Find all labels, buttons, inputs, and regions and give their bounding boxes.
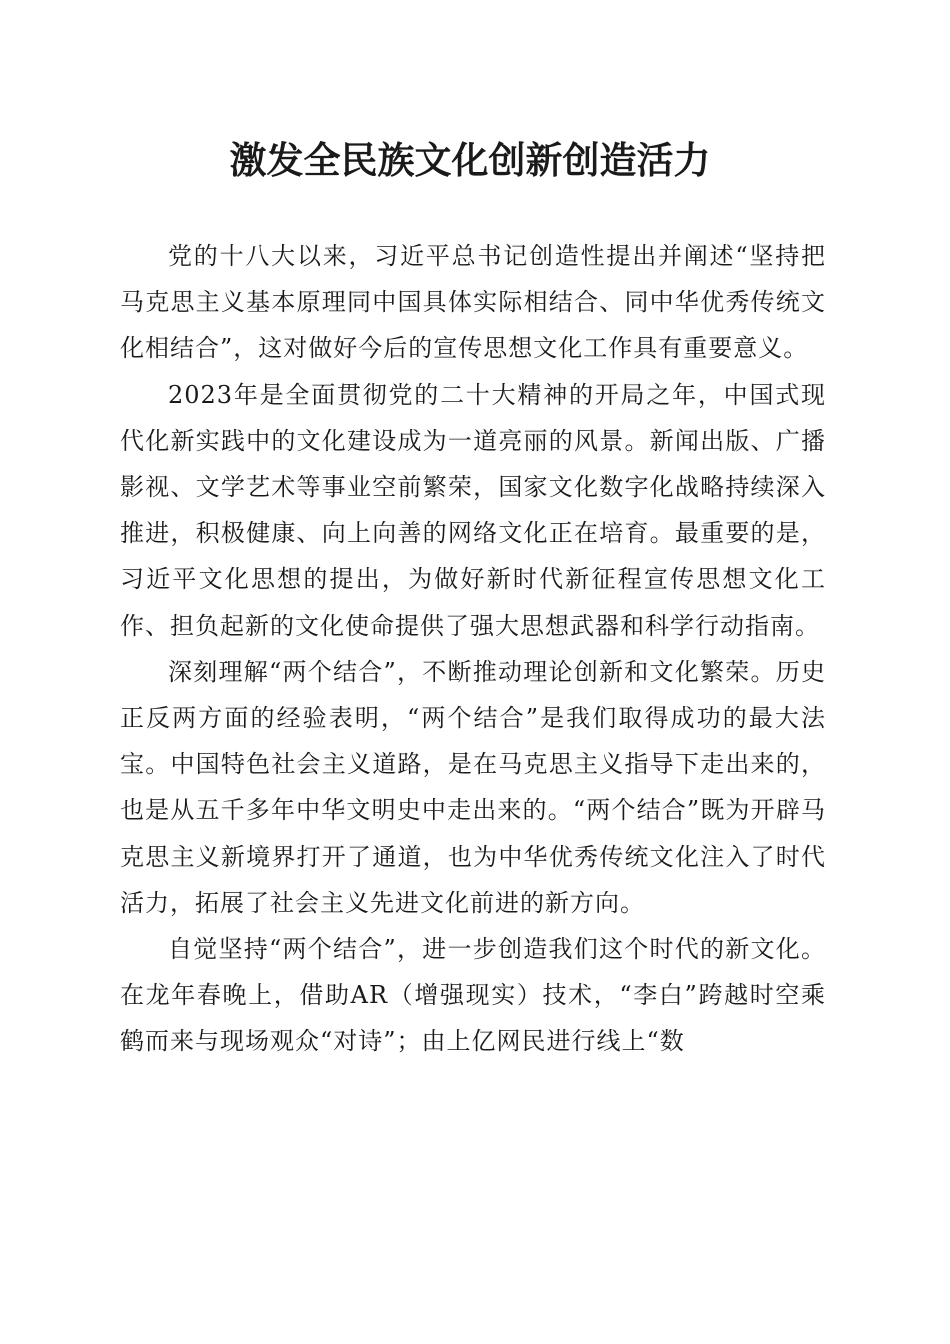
document-body bbox=[120, 233, 826, 1065]
paragraph-3: 深刻理解“两个结合”，不断推动理论创新和文化繁荣。历史正反两方面的经验表明，“两个结合”是我们取得成功的最大法宝。中国特色社会主义道路，是在马克思主义指导下走出来的，也是从五千多年中华文明史中走出来的。“两个结合”既为开辟马克思主义新境界打开了通道，也为中华优秀传统文化注入了时代活力，拓展了社会主义先进文化前进的新方向。 bbox=[120, 657, 826, 917]
paragraph-4: 自觉坚持“两个结合”，进一步创造我们这个时代的新文化。在龙年春晚上，借助AR（增强现实）技术，“李白”跨越时空乘鹤而来与现场观众“对诗”；由上亿网民进行线上“数 bbox=[120, 935, 826, 1056]
document-title: 激发全民族文化创新创造活力 bbox=[229, 138, 711, 182]
paragraph-1: 党的十八大以来，习近平总书记创造性提出并阐述“坚持把马克思主义基本原理同中国具体实际相结合、同中华优秀传统文化相结合”，这对做好今后的宣传思想文化工作具有重要意义。 bbox=[120, 242, 826, 363]
paragraph-2: 2023年是全面贯彻党的二十大精神的开局之年，中国式现代化新实践中的文化建设成为一道亮丽的风景。新闻出版、广播影视、文学艺术等事业空前繁荣，国家文化数字化战略持续深入推进，积极健康、向上向善的网络文化正在培育。最重要的是，习近平文化思想的提出，为做好新时代新征程宣传思想文化工作、担负起新的文化使命提供了强大思想武器和科学行动指南。 bbox=[120, 380, 826, 640]
